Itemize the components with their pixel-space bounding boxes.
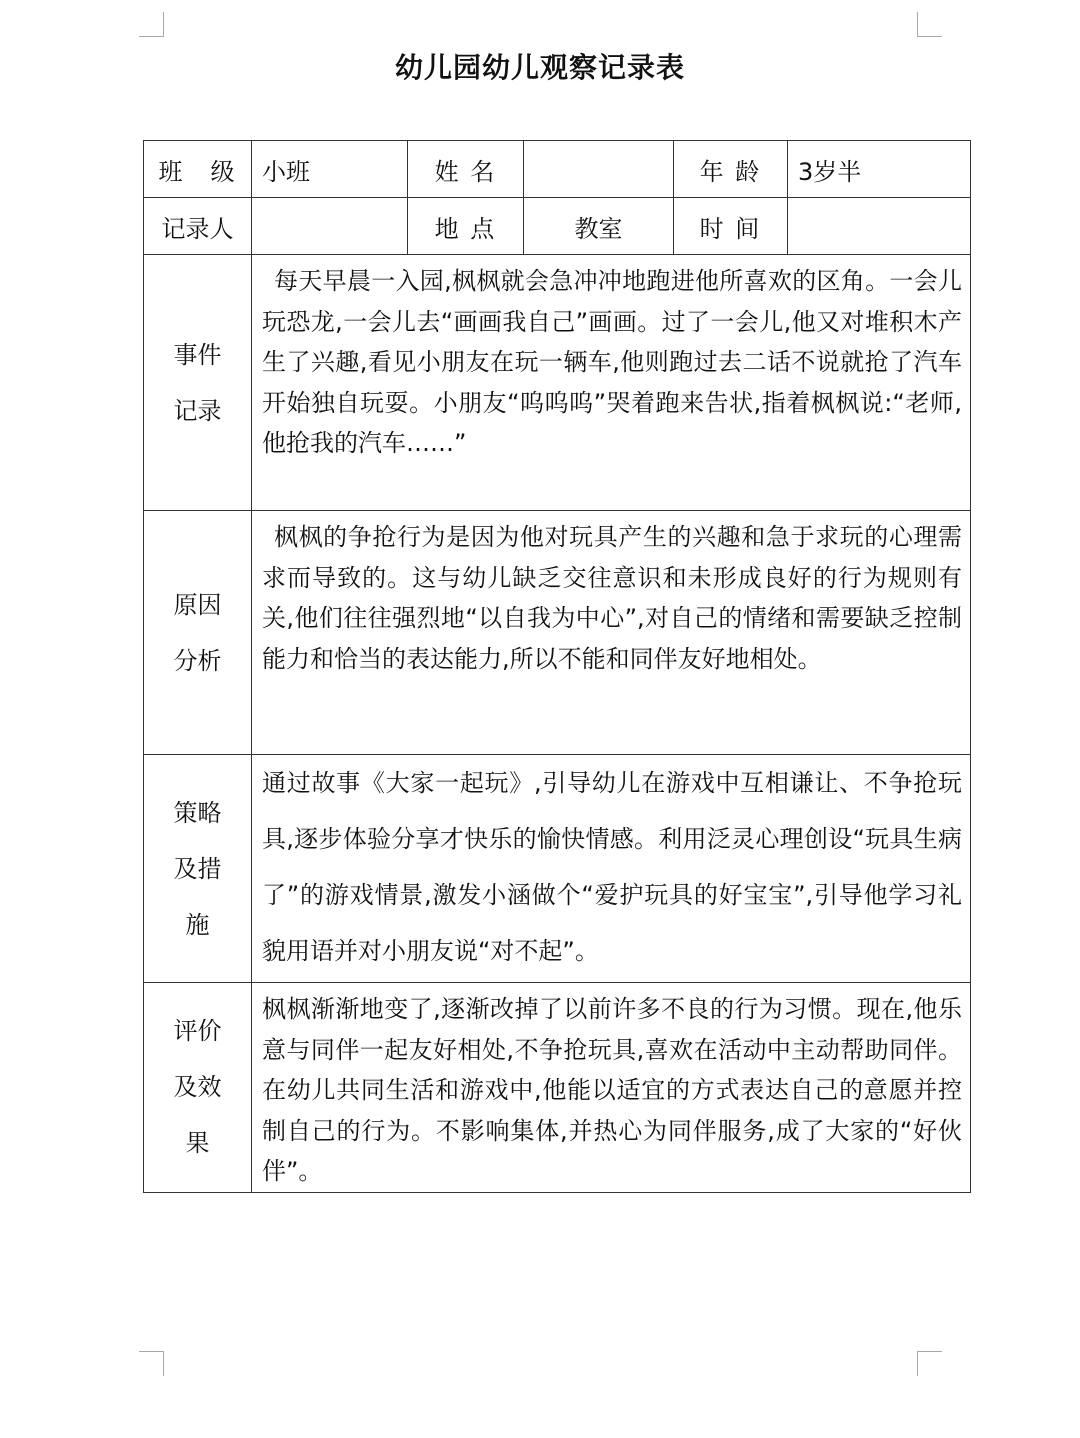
page-corner-mark-bottom-right (917, 1351, 942, 1376)
class-label: 班 级 (144, 141, 252, 198)
strategy-label-line: 策略 (173, 798, 222, 827)
table-row-record-info (144, 198, 971, 255)
age-label: 年 龄 (674, 141, 788, 198)
table-row-cause-analysis (144, 511, 971, 755)
time-value[interactable] (788, 198, 971, 255)
place-value[interactable]: 教室 (524, 198, 674, 255)
age-value[interactable]: 3岁半 (788, 141, 971, 198)
cause-analysis-label-line: 原因 (173, 590, 222, 619)
time-label: 时 间 (674, 198, 788, 255)
cause-analysis-label (144, 511, 252, 755)
event-record-label-line: 记录 (173, 396, 222, 425)
name-label: 姓 名 (408, 141, 524, 198)
page-title: 幼儿园幼儿观察记录表 (394, 51, 685, 84)
event-record-text[interactable]: 每天早晨一入园,枫枫就会急冲冲地跑进他所喜欢的区角。一会儿玩恐龙,一会儿去“画画我自己”画画。过了一会儿,他又对堆积木产生了兴趣,看见小朋友在玩一辆车,他则跑过去二话不说就抢了汽车开始独自玩耍。小朋友“呜呜呜”哭着跑来告状,指着枫枫说:“老师,他抢我的汽车……” (252, 255, 971, 511)
evaluation-text[interactable]: 枫枫渐渐地变了,逐渐改掉了以前许多不良的行为习惯。现在,他乐意与同伴一起友好相处,不争抢玩具,喜欢在活动中主动帮助同伴。在幼儿共同生活和游戏中,他能以适宜的方式表达自己的意愿并控制自己的行为。不影响集体,并热心为同伴服务,成了大家的“好伙伴”。 (252, 983, 971, 1193)
strategy-label-line: 及措 (173, 854, 222, 883)
page-corner-mark-top-left (139, 12, 164, 37)
table-row-evaluation (144, 983, 971, 1193)
class-value[interactable]: 小班 (252, 141, 408, 198)
cause-analysis-label-line: 分析 (173, 646, 222, 675)
evaluation-label-line: 评价 (173, 1017, 222, 1046)
recorder-label: 记录人 (144, 198, 252, 255)
evaluation-label-line: 及效 (173, 1073, 222, 1102)
table-row-class-info (144, 141, 971, 198)
recorder-value[interactable] (252, 198, 408, 255)
strategy-label-line: 施 (185, 910, 210, 939)
event-record-label (144, 255, 252, 511)
observation-record-table (143, 140, 971, 1193)
strategy-text[interactable]: 通过故事《大家一起玩》,引导幼儿在游戏中互相谦让、不争抢玩具,逐步体验分享才快乐的愉快情感。利用泛灵心理创设“玩具生病了”的游戏情景,激发小涵做个“爱护玩具的好宝宝”,引导他学习礼貌用语并对小朋友说“对不起”。 (252, 755, 971, 983)
cause-analysis-text[interactable]: 枫枫的争抢行为是因为他对玩具产生的兴趣和急于求玩的心理需求而导致的。这与幼儿缺乏交往意识和未形成良好的行为规则有关,他们往往强烈地“以自我为中心”,对自己的情绪和需要缺乏控制能力和恰当的表达能力,所以不能和同伴友好地相处。 (252, 511, 971, 755)
page-corner-mark-bottom-left (139, 1351, 164, 1376)
evaluation-label (144, 983, 252, 1193)
table-row-strategy (144, 755, 971, 983)
page-corner-mark-top-right (917, 12, 942, 37)
strategy-label (144, 755, 252, 983)
place-label: 地 点 (408, 198, 524, 255)
table-row-event-record (144, 255, 971, 511)
name-value[interactable] (524, 141, 674, 198)
event-record-label-line: 事件 (173, 340, 222, 369)
evaluation-label-line: 果 (185, 1129, 210, 1158)
